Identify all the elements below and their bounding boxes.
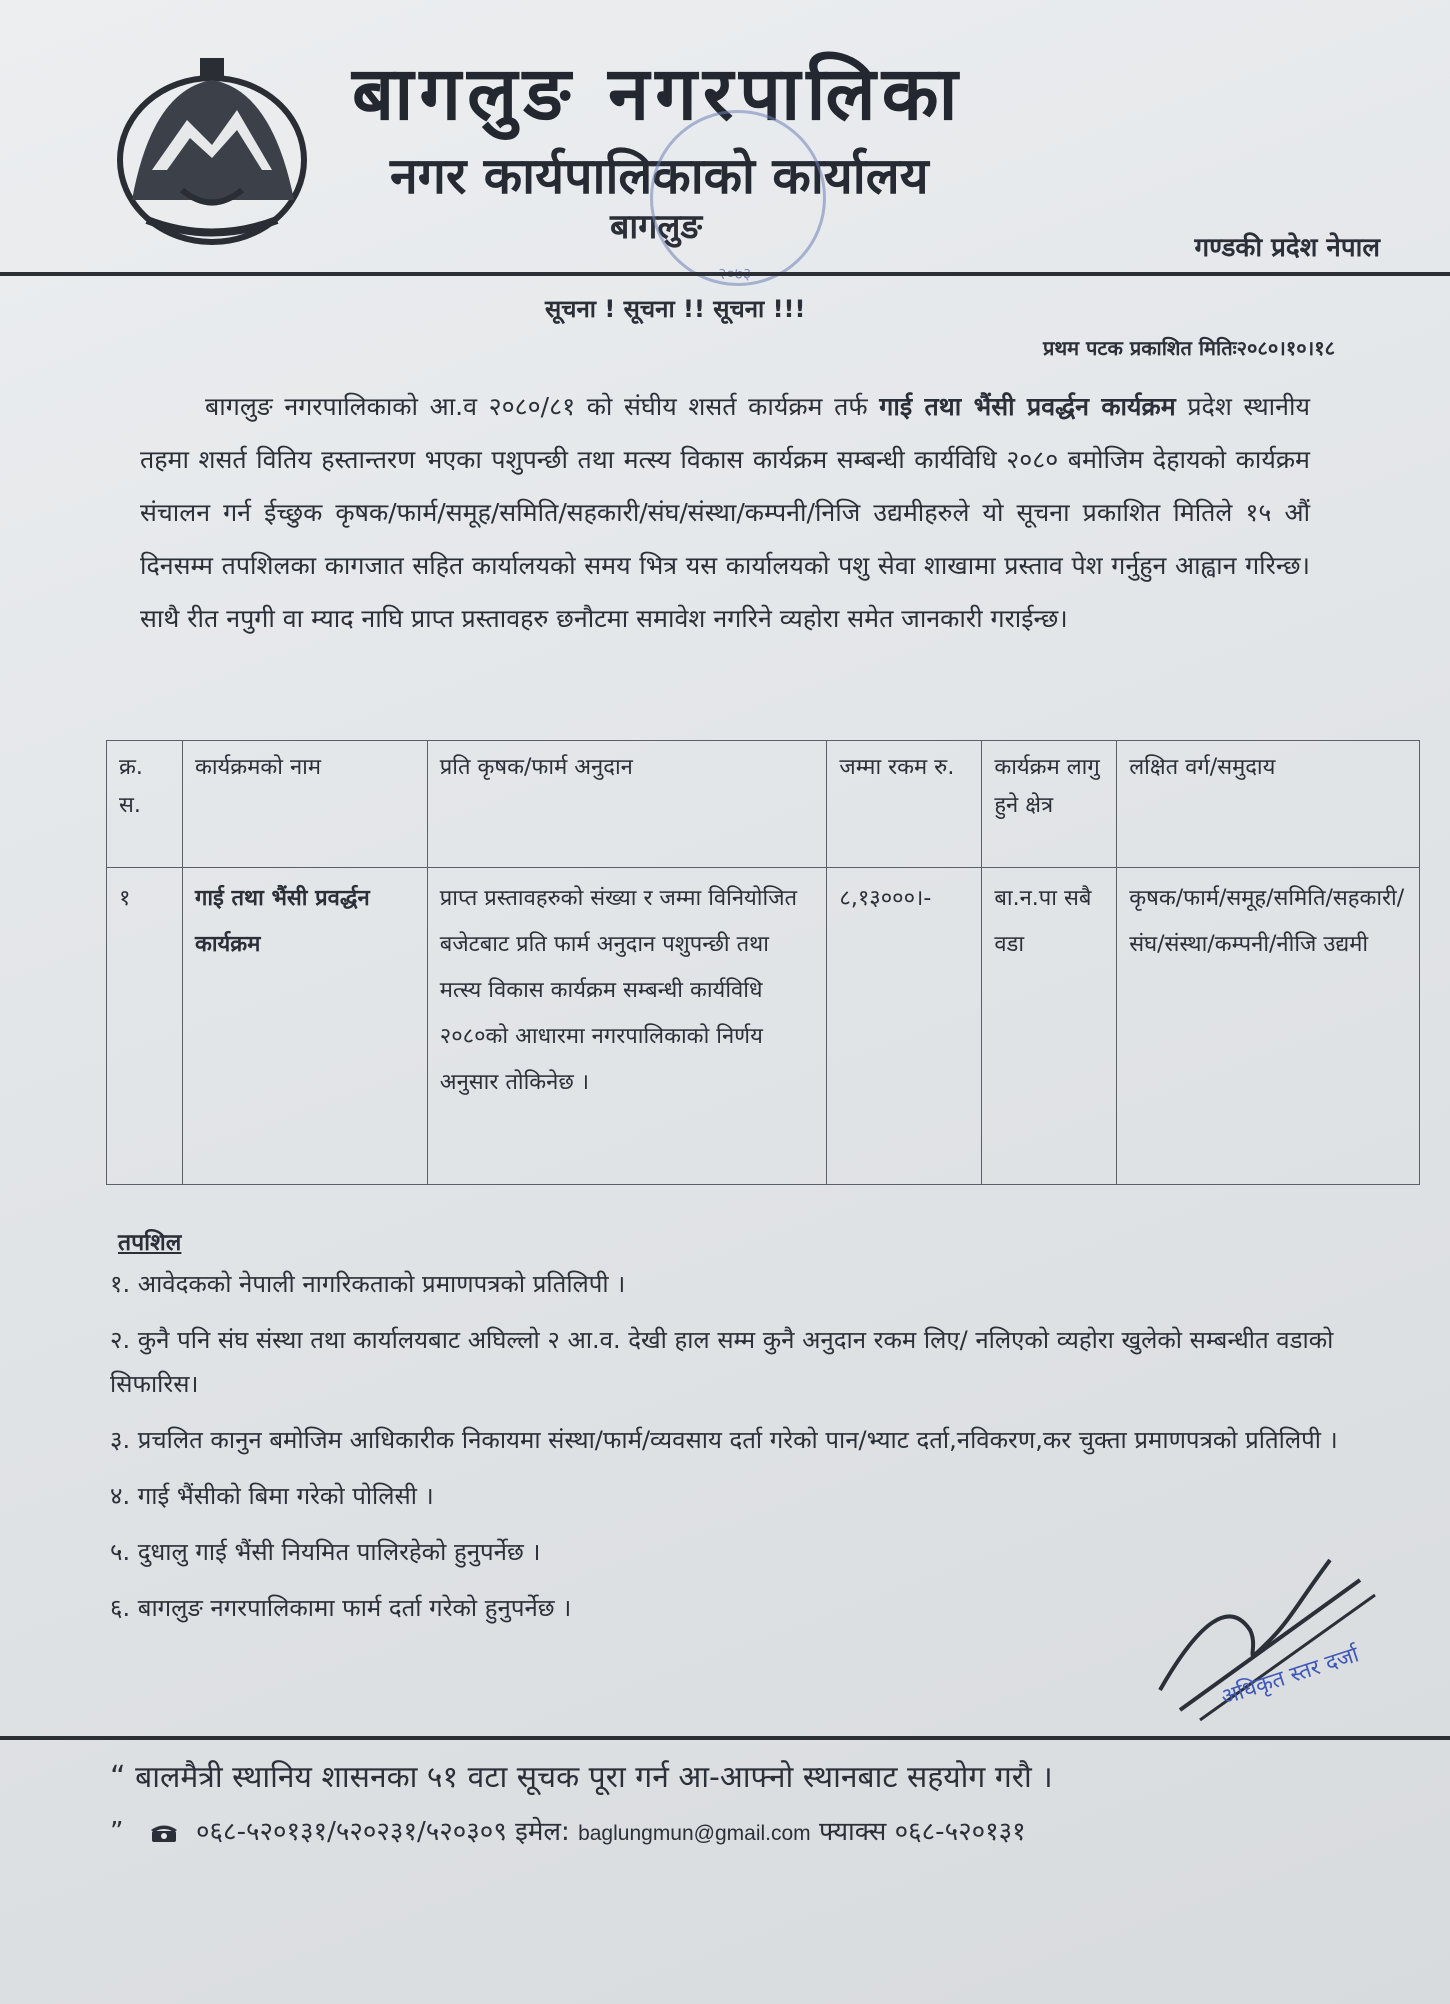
paragraph-text-1: बागलुङ नगरपालिकाको आ.व २०८०/८१ को संघीय शसर्त कार्यक्रम तर्फ xyxy=(205,392,880,421)
footer-divider xyxy=(0,1736,1450,1740)
email-label: इमेल: xyxy=(515,1817,570,1847)
notice-paragraph xyxy=(140,380,1310,645)
header-target: लक्षित वर्ग/समुदाय xyxy=(1117,741,1420,868)
office-subtitle: नगर कार्यपालिकाको कार्यालय xyxy=(390,147,929,205)
header-divider xyxy=(0,272,1450,276)
paragraph-program-name: गाई तथा भैंसी प्रवर्द्धन कार्यक्रम xyxy=(879,392,1176,421)
published-date: प्रथम पटक प्रकाशित मितिः२०८०।१०।१८ xyxy=(1042,336,1335,360)
list-item: ६. बागलुङ नगरपालिकामा फार्म दर्ता गरेको हुनुपर्नेछ । xyxy=(110,1594,572,1622)
cell-area: बा.न.पा सबै वडा xyxy=(982,868,1117,1185)
paragraph-text-2: प्रदेश स्थानीय तहमा शसर्त वितिय हस्तान्तरण भएका पशुपन्छी तथा मत्स्य विकास कार्यक्रम सम्बन्धी कार्यविधि २०८० बमोजिम देहायको कार्यक्रम संचालन गर्न ईच्छुक कृषक/फार्म/समूह/समिति/सहकारी/संघ/संस्था/कम्पनी/निजि उद्यमीहरुले यो सूचना प्रकाशित मितिले १५ औं दिनसम्म तपशिलका कागजात सहित कार्यालयको समय भित्र यस कार्यालयको पशु सेवा शाखामा प्रस्ताव पेश गर्नुहुन आह्वान गरिन्छ। साथै रीत नपुगी वा म्याद नाघि प्राप्त प्रस्तावहरु छनौटमा समावेश नगरिने व्यहोरा समेत जानकारी गराईन्छ। xyxy=(140,392,1311,633)
cell-grant: प्राप्त प्रस्तावहरुको संख्या र जम्मा विनियोजित बजेटबाट प्रति फार्म अनुदान पशुपन्छी तथा मत्स्य विकास कार्यक्रम सम्बन्धी कार्यविधि २०८०को आधारमा नगरपालिकाको निर्णय अनुसार तोकिनेछ । xyxy=(427,868,827,1185)
email-address: baglungmun@gmail.com xyxy=(578,1822,811,1845)
cell-sn: १ xyxy=(107,868,183,1185)
header-amount: जम्मा रकम रु. xyxy=(827,741,982,868)
list-item: १. आवेदकको नेपाली नागरिकताको प्रमाणपत्रको प्रतिलिपी । xyxy=(110,1270,626,1298)
notice-heading: सूचना ! सूचना !! सूचना !!! xyxy=(545,295,806,323)
office-stamp xyxy=(650,110,826,286)
province-label: गण्डकी प्रदेश नेपाल xyxy=(1194,233,1380,263)
header-sn: क्र. स. xyxy=(107,741,183,868)
cell-program: गाई तथा भैंसी प्रवर्द्धन कार्यक्रम xyxy=(182,868,427,1185)
office-title: बागलुङ नगरपालिका xyxy=(352,51,964,137)
table-header-row xyxy=(107,741,1420,868)
footer-contact xyxy=(110,1812,1026,1848)
list-item: ४. गाई भैंसीको बिमा गरेको पोलिसी । xyxy=(110,1482,434,1510)
fax-label: फ्याक्स xyxy=(818,1817,887,1847)
table-row xyxy=(107,868,1420,1185)
list-item: ५. दुधालु गाई भैंसी नियमित पालिरहेको हुनुपर्नेछ । xyxy=(110,1538,541,1566)
cell-amount: ८,१३०००।- xyxy=(827,868,982,1185)
office-place: बागलुङ xyxy=(610,207,703,247)
cell-target: कृषक/फार्म/समूह/समिति/सहकारी/संघ/संस्था/कम्पनी/नीजि उद्यमी xyxy=(1117,868,1420,1185)
header-program: कार्यक्रमको नाम xyxy=(182,741,427,868)
header-grant: प्रति कृषक/फार्म अनुदान xyxy=(427,741,827,868)
footer-slogan: “ बालमैत्री स्थानिय शासनका ५१ वटा सूचक पूरा गर्न आ-आफ्नो स्थानबाट सहयोग गरौ । xyxy=(110,1760,1053,1795)
signature-designation: अधिकृत स्तर दर्जा xyxy=(1218,1642,1363,1711)
phone-icon xyxy=(150,1823,178,1843)
list-item: २. कुनै पनि संघ संस्था तथा कार्यालयबाट अघिल्लो २ आ.व. देखी हाल सम्म कुनै अनुदान रकम लिए/ नलिएको व्यहोरा खुलेको सम्बन्धीत वडाको सिफारिस। xyxy=(110,1326,1334,1398)
quote-mark: ” xyxy=(110,1817,124,1847)
list-item: ३. प्रचलित कानुन बमोजिम आधिकारीक निकायमा संस्था/फार्म/व्यवसाय दर्ता गरेको पान/भ्याट दर्ता,नविकरण,कर चुक्ता प्रमाणपत्रको प्रतिलिपी । xyxy=(110,1426,1338,1454)
phone-numbers: ०६८-५२०१३१/५२०२३१/५२०३०९ xyxy=(196,1817,507,1847)
tapasil-heading: तपशिल xyxy=(118,1230,182,1256)
header-area: कार्यक्रम लागु हुने क्षेत्र xyxy=(982,741,1117,868)
program-table xyxy=(106,740,1420,1185)
fax-number: ०६८-५२०१३१ xyxy=(894,1817,1026,1847)
nepal-emblem-icon xyxy=(112,50,312,250)
